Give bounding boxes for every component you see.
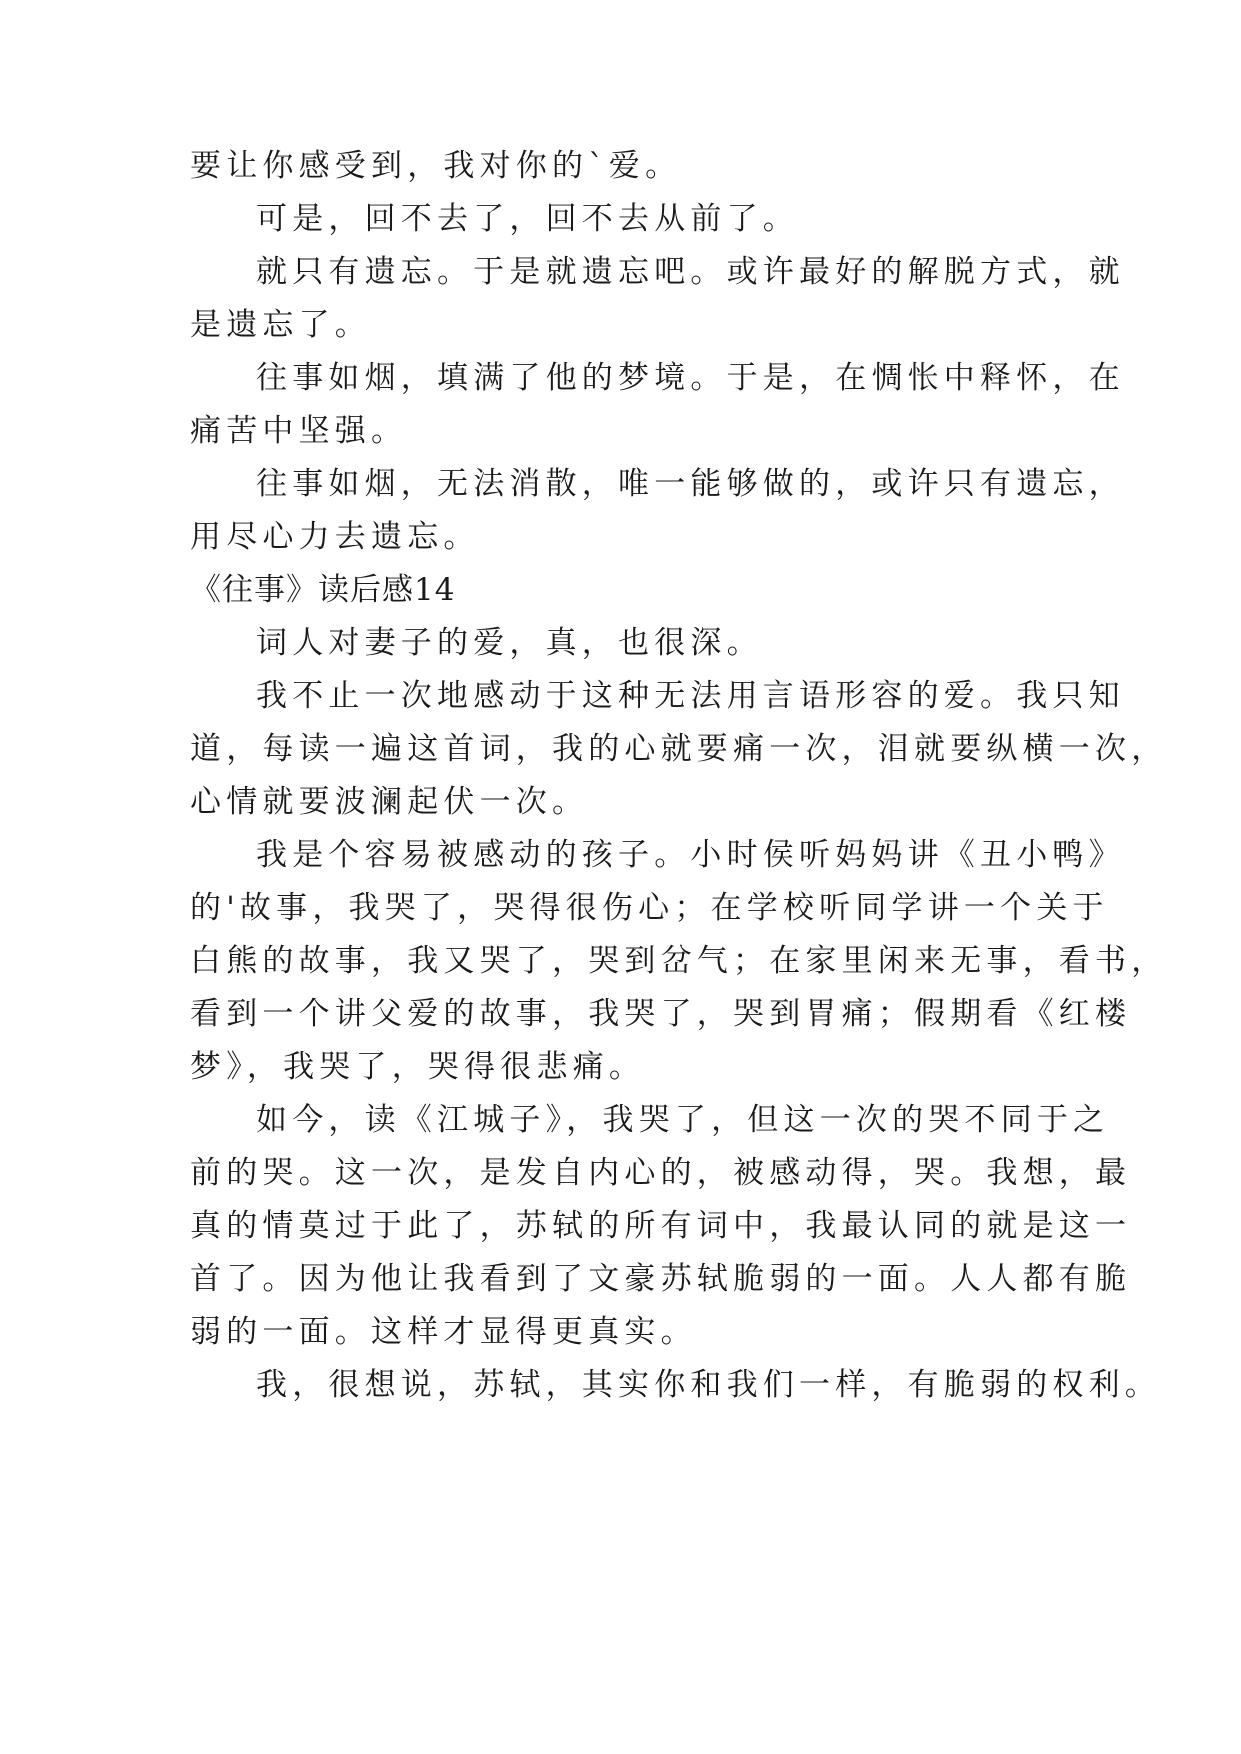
paragraph-line: 是遗忘了。: [190, 307, 371, 343]
paragraph-line: 往事如烟，无法消散，唯一能够做的，或许只有遗忘，: [256, 466, 1125, 502]
paragraph-line: 就只有遗忘。于是就遗忘吧。或许最好的解脱方式，就: [256, 254, 1125, 290]
paragraph-line: 我是个容易被感动的孩子。小时侯听妈妈讲《丑小鸭》: [256, 837, 1125, 873]
paragraph-line: 我不止一次地感动于这种无法用言语形容的爱。我只知: [256, 678, 1125, 714]
paragraph-line: 白熊的故事，我又哭了，哭到岔气；在家里闲来无事，看书，: [190, 943, 1168, 979]
paragraph-line: 可是，回不去了，回不去从前了。: [256, 201, 799, 237]
paragraph-line: 心情就要波澜起伏一次。: [190, 784, 589, 820]
paragraph-line: 前的哭。这一次，是发自内心的，被感动得，哭。我想，最: [190, 1155, 1132, 1191]
document-page: [190, 0, 1168, 1754]
paragraph-line: 真的情莫过于此了，苏轼的所有词中，我最认同的就是这一: [190, 1208, 1132, 1244]
paragraph-line: 要让你感受到，我对你的`爱。: [190, 148, 682, 184]
paragraph-line: 往事如烟，填满了他的梦境。于是，在惆怅中释怀，在: [256, 360, 1125, 396]
paragraph-line: 道，每读一遍这首词，我的心就要痛一次，泪就要纵横一次，: [190, 731, 1168, 767]
paragraph-line: 词人对妻子的爱，真，也很深。: [256, 625, 763, 661]
paragraph-line: 用尽心力去遗忘。: [190, 519, 480, 555]
section-heading: 《往事》读后感14: [190, 572, 456, 608]
paragraph-line: 我，很想说，苏轼，其实你和我们一样，有脆弱的权利。: [256, 1367, 1161, 1403]
paragraph-line: 痛苦中坚强。: [190, 413, 408, 449]
paragraph-line: 弱的一面。这样才显得更真实。: [190, 1314, 697, 1350]
paragraph-line: 如今，读《江城子》，我哭了，但这一次的哭不同于之: [256, 1102, 1110, 1138]
paragraph-line: 的'故事，我哭了，哭得很伤心；在学校听同学讲一个关于: [190, 890, 1109, 926]
paragraph-line: 梦》，我哭了，哭得很悲痛。: [190, 1049, 646, 1085]
paragraph-line: 看到一个讲父爱的故事，我哭了，哭到胃痛；假期看《红楼: [190, 996, 1132, 1032]
paragraph-line: 首了。因为他让我看到了文豪苏轼脆弱的一面。人人都有脆: [190, 1261, 1132, 1297]
